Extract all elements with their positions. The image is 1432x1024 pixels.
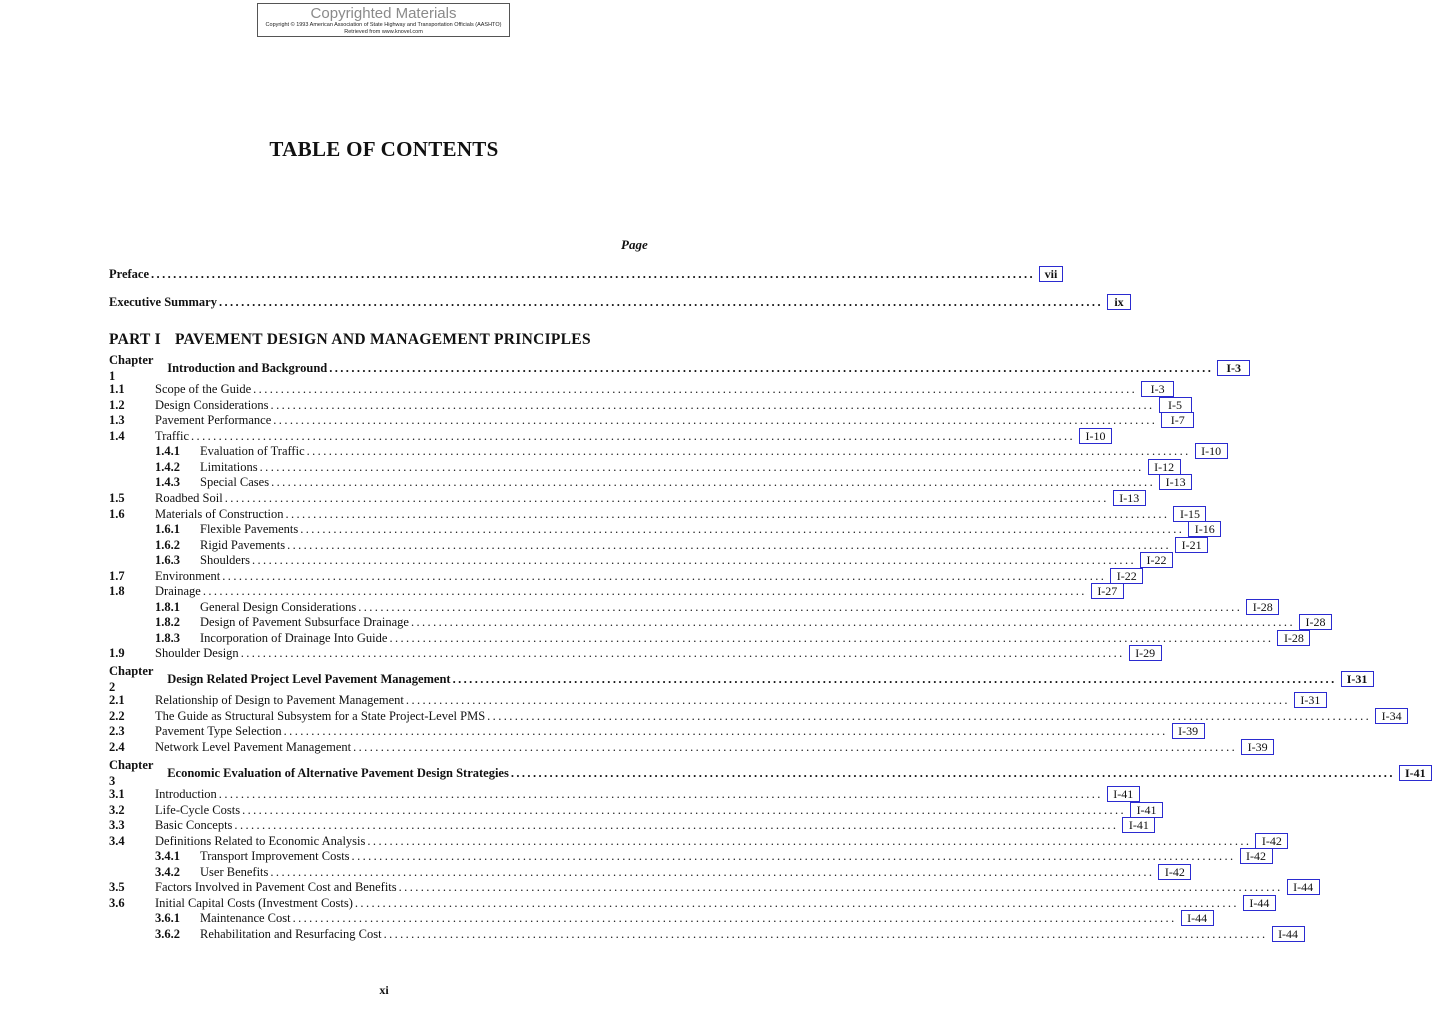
dot-leader: ................................................................................................................................................................: [202, 584, 1087, 598]
toc-row-section: [109, 786, 1134, 802]
banner-title: Copyrighted Materials: [310, 5, 457, 22]
page-link[interactable]: I-44: [1243, 895, 1276, 911]
toc-entry-title: Executive Summary: [109, 295, 217, 309]
dot-leader: ................................................................................................................................................................: [383, 927, 1268, 941]
toc-row-section: [109, 708, 1402, 724]
section-title: Pavement Performance: [155, 413, 272, 427]
chapter-label: Chapter 3: [109, 758, 154, 788]
toc-row-chapter-1: [109, 353, 1242, 383]
dot-leader: ................................................................................................................................................................: [218, 787, 1103, 801]
page-link[interactable]: I-22: [1140, 552, 1173, 568]
toc-row-executive-summary: [109, 294, 1124, 310]
subsection-title: Transport Improvement Costs: [200, 849, 350, 863]
toc-row-subsection: [109, 459, 1175, 475]
toc-row-subsection: [109, 474, 1186, 490]
dot-leader: ................................................................................................................................................................: [151, 267, 1036, 281]
subsection-number: 1.4.2: [155, 460, 180, 474]
page-link[interactable]: I-41: [1107, 786, 1140, 802]
section-number: 2.1: [109, 693, 125, 707]
dot-leader: ................................................................................................................................................................: [253, 382, 1138, 396]
toc-row-subsection: [109, 910, 1208, 926]
toc-row-section: [109, 739, 1268, 755]
toc-row-section: [109, 381, 1165, 397]
section-title: Traffic: [155, 429, 190, 443]
subsection-number: 1.6.3: [155, 553, 180, 567]
toc-row-subsection: [109, 552, 1167, 568]
section-title: Environment: [155, 569, 221, 583]
page-link[interactable]: I-44: [1272, 926, 1305, 942]
page-link[interactable]: I-28: [1277, 630, 1310, 646]
dot-leader: ................................................................................................................................................................: [410, 615, 1295, 629]
section-number: 3.1: [109, 787, 125, 801]
page-link[interactable]: I-28: [1299, 614, 1332, 630]
subsection-title: Flexible Pavements: [200, 522, 299, 536]
section-number: 1.2: [109, 398, 125, 412]
section-number: 1.9: [109, 646, 125, 660]
toc-row-section: [109, 723, 1199, 739]
section-title: Pavement Type Selection: [155, 724, 282, 738]
dot-leader: ................................................................................................................................................................: [273, 413, 1158, 427]
section-title: The Guide as Structural Subsystem for a State Project-Level PMS: [155, 709, 486, 723]
dot-leader: ................................................................................................................................................................: [242, 803, 1127, 817]
banner-source-line: Retrieved from www.knovel.com: [344, 29, 423, 35]
page-link[interactable]: I-44: [1287, 879, 1320, 895]
toc-row-section: [109, 895, 1270, 911]
page-link[interactable]: I-31: [1294, 692, 1327, 708]
toc-row-subsection: [109, 614, 1326, 630]
chapter-label: Chapter 2: [109, 664, 154, 694]
section-title: Network Level Pavement Management: [155, 740, 352, 754]
chapter-title: Design Related Project Level Pavement Management: [167, 672, 451, 686]
dot-leader: ................................................................................................................................................................: [270, 865, 1155, 879]
page-link[interactable]: I-10: [1079, 428, 1112, 444]
toc-row-subsection: [109, 630, 1304, 646]
section-number: 1.8: [109, 584, 125, 598]
page-link[interactable]: I-10: [1195, 443, 1228, 459]
dot-leader: ................................................................................................................................................................: [510, 766, 1395, 780]
dot-leader: ................................................................................................................................................................: [285, 507, 1170, 521]
dot-leader: ................................................................................................................................................................: [354, 896, 1239, 910]
chapter-label: Chapter 1: [109, 353, 154, 383]
section-title: Life-Cycle Costs: [155, 803, 241, 817]
page-link[interactable]: I-13: [1113, 490, 1146, 506]
toc-row-section: [109, 817, 1149, 833]
section-number: 2.2: [109, 709, 125, 723]
section-title: Materials of Construction: [155, 507, 284, 521]
dot-leader: ................................................................................................................................................................: [191, 429, 1076, 443]
section-title: Design Considerations: [155, 398, 269, 412]
dot-leader: ................................................................................................................................................................: [398, 880, 1283, 894]
page-link[interactable]: I-22: [1110, 568, 1143, 584]
page-link[interactable]: I-34: [1375, 708, 1408, 724]
subsection-number: 1.8.1: [155, 600, 180, 614]
part-heading: [109, 331, 591, 349]
dot-leader: ................................................................................................................................................................: [259, 460, 1144, 474]
page-link[interactable]: I-42: [1240, 848, 1273, 864]
section-title: Scope of the Guide: [155, 382, 252, 396]
dot-leader: ................................................................................................................................................................: [389, 631, 1274, 645]
part-title: PAVEMENT DESIGN AND MANAGEMENT PRINCIPLES: [174, 331, 591, 348]
section-number: 3.2: [109, 803, 125, 817]
subsection-title: Rigid Pavements: [200, 538, 286, 552]
toc-row-preface: [109, 266, 1058, 282]
toc-row-section: [109, 568, 1137, 584]
section-number: 1.3: [109, 413, 125, 427]
page-link[interactable]: I-27: [1091, 583, 1124, 599]
subsection-number: 3.6.1: [155, 911, 180, 925]
toc-row-subsection: [109, 926, 1299, 942]
page-link[interactable]: I-39: [1172, 723, 1205, 739]
section-title: Introduction: [155, 787, 217, 801]
section-number: 1.5: [109, 491, 125, 505]
page-link[interactable]: ix: [1107, 294, 1131, 310]
dot-leader: ................................................................................................................................................................: [353, 740, 1238, 754]
page-link[interactable]: I-41: [1399, 765, 1432, 781]
toc-row-chapter-3: [109, 758, 1426, 788]
page-link[interactable]: I-12: [1148, 459, 1181, 475]
page-link[interactable]: I-3: [1217, 360, 1250, 376]
page-link[interactable]: I-3: [1141, 381, 1174, 397]
toc-row-section: [109, 583, 1118, 599]
subsection-title: Special Cases: [200, 475, 270, 489]
subsection-title: User Benefits: [200, 865, 269, 879]
section-title: Roadbed Soil: [155, 491, 223, 505]
section-title: Basic Concepts: [155, 818, 233, 832]
page-link[interactable]: I-13: [1159, 474, 1192, 490]
subsection-title: General Design Considerations: [200, 600, 357, 614]
dot-leader: ................................................................................................................................................................: [405, 693, 1290, 707]
toc-row-chapter-2: [109, 664, 1368, 694]
section-number: 1.1: [109, 382, 125, 396]
dot-leader: ................................................................................................................................................................: [240, 646, 1125, 660]
page-link[interactable]: I-5: [1159, 397, 1192, 413]
footer-page-number: xi: [379, 983, 389, 997]
page-link[interactable]: I-42: [1255, 833, 1288, 849]
subsection-number: 1.6.1: [155, 522, 180, 536]
page-link[interactable]: I-41: [1130, 802, 1163, 818]
dot-leader: ................................................................................................................................................................: [300, 522, 1185, 536]
section-number: 2.3: [109, 724, 125, 738]
dot-leader: ................................................................................................................................................................: [306, 444, 1191, 458]
page-link[interactable]: I-28: [1246, 599, 1279, 615]
chapter-title: Economic Evaluation of Alternative Pavement Design Strategies: [167, 766, 509, 780]
dot-leader: ................................................................................................................................................................: [218, 295, 1103, 309]
dot-leader: ................................................................................................................................................................: [283, 724, 1168, 738]
section-title: Drainage: [155, 584, 201, 598]
section-title: Shoulder Design: [155, 646, 239, 660]
dot-leader: ................................................................................................................................................................: [487, 709, 1372, 723]
section-title: Initial Capital Costs (Investment Costs): [155, 896, 353, 910]
subsection-number: 1.8.3: [155, 631, 180, 645]
dot-leader: ................................................................................................................................................................: [452, 672, 1337, 686]
toc-row-subsection: [109, 537, 1202, 553]
subsection-title: Rehabilitation and Resurfacing Cost: [200, 927, 382, 941]
chapter-title: Introduction and Background: [167, 361, 328, 375]
toc-row-subsection: [109, 848, 1267, 864]
section-title: Definitions Related to Economic Analysis: [155, 834, 366, 848]
page-link[interactable]: I-16: [1188, 521, 1221, 537]
toc-row-section: [109, 412, 1185, 428]
subsection-number: 3.6.2: [155, 927, 180, 941]
section-title: Relationship of Design to Pavement Management: [155, 693, 404, 707]
dot-leader: ................................................................................................................................................................: [358, 600, 1243, 614]
subsection-number: 1.8.2: [155, 615, 180, 629]
page-link[interactable]: I-15: [1173, 506, 1206, 522]
dot-leader: ................................................................................................................................................................: [271, 475, 1156, 489]
page-link[interactable]: I-41: [1122, 817, 1155, 833]
subsection-title: Shoulders: [200, 553, 250, 567]
section-number: 3.6: [109, 896, 125, 910]
dot-leader: ................................................................................................................................................................: [287, 538, 1172, 552]
toc-row-section: [109, 833, 1282, 849]
dot-leader: ................................................................................................................................................................: [252, 553, 1136, 567]
subsection-title: Evaluation of Traffic: [200, 444, 305, 458]
page-link[interactable]: I-21: [1175, 537, 1208, 553]
section-number: 3.3: [109, 818, 125, 832]
copyright-banner: [257, 3, 510, 37]
page-link[interactable]: I-44: [1181, 910, 1214, 926]
toc-row-section: [109, 802, 1157, 818]
toc-row-section: [109, 490, 1140, 506]
dot-leader: ................................................................................................................................................................: [270, 398, 1155, 412]
toc-row-section: [109, 506, 1200, 522]
section-number: 2.4: [109, 740, 125, 754]
subsection-number: 1.4.1: [155, 444, 180, 458]
dot-leader: ................................................................................................................................................................: [222, 569, 1107, 583]
dot-leader: ................................................................................................................................................................: [351, 849, 1236, 863]
section-number: 3.5: [109, 880, 125, 894]
section-number: 1.6: [109, 507, 125, 521]
toc-row-section: [109, 645, 1156, 661]
subsection-title: Incorporation of Drainage Into Guide: [200, 631, 388, 645]
page-link[interactable]: I-29: [1129, 645, 1162, 661]
dot-leader: ................................................................................................................................................................: [224, 491, 1109, 505]
subsection-title: Design of Pavement Subsurface Drainage: [200, 615, 409, 629]
toc-row-subsection: [109, 864, 1185, 880]
dot-leader: ................................................................................................................................................................: [329, 361, 1214, 375]
subsection-title: Maintenance Cost: [200, 911, 291, 925]
toc-row-subsection: [109, 599, 1273, 615]
page-column-label: Page: [621, 237, 648, 252]
subsection-number: 1.6.2: [155, 538, 180, 552]
toc-row-section: [109, 692, 1321, 708]
toc-row-section: [109, 879, 1314, 895]
toc-row-subsection: [109, 521, 1215, 537]
page-link[interactable]: I-31: [1341, 671, 1374, 687]
page-link[interactable]: I-7: [1161, 412, 1194, 428]
dot-leader: ................................................................................................................................................................: [367, 834, 1252, 848]
subsection-number: 3.4.1: [155, 849, 180, 863]
toc-row-section: [109, 397, 1183, 413]
section-title: Factors Involved in Pavement Cost and Benefits: [155, 880, 397, 894]
part-number: PART I: [109, 331, 161, 348]
toc-entry-title: Preface: [109, 267, 150, 281]
page-title: TABLE OF CONTENTS: [269, 137, 499, 161]
section-number: 1.7: [109, 569, 125, 583]
page-link[interactable]: vii: [1039, 266, 1063, 282]
dot-leader: ................................................................................................................................................................: [292, 911, 1177, 925]
page-link[interactable]: I-42: [1158, 864, 1191, 880]
subsection-number: 1.4.3: [155, 475, 180, 489]
toc-row-subsection: [109, 443, 1222, 459]
subsection-number: 3.4.2: [155, 865, 180, 879]
banner-copyright-line: Copyright © 1993 American Association of State Highway and Transportation Officials (AASHTO): [265, 22, 502, 28]
toc-row-section: [109, 428, 1106, 444]
subsection-title: Limitations: [200, 460, 258, 474]
section-number: 1.4: [109, 429, 125, 443]
dot-leader: ................................................................................................................................................................: [234, 818, 1119, 832]
section-number: 3.4: [109, 834, 125, 848]
page-link[interactable]: I-39: [1241, 739, 1274, 755]
